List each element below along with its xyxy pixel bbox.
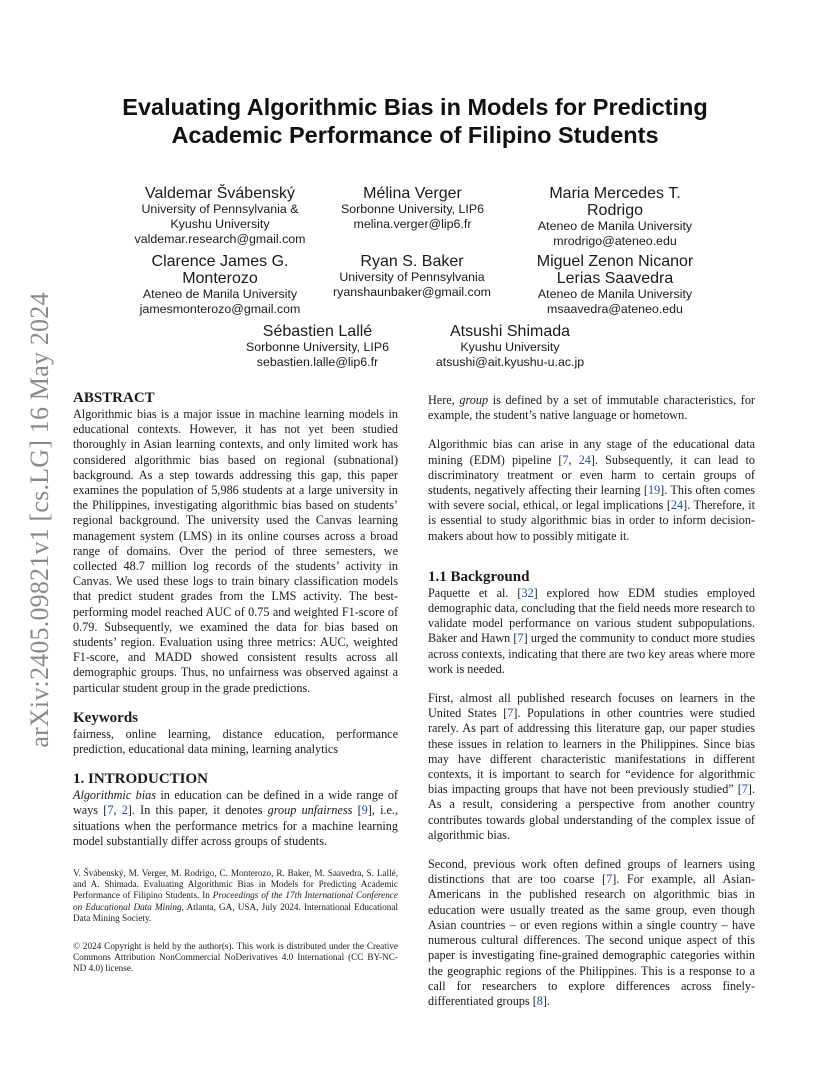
author-4 xyxy=(110,253,330,317)
citation-link[interactable]: 32 xyxy=(521,585,534,600)
author-email[interactable]: atsushi@ait.kyushu-u.ac.jp xyxy=(435,355,585,369)
pipeline-paragraph xyxy=(428,437,755,543)
author-email[interactable]: msaavedra@ateneo.edu xyxy=(547,302,683,316)
text-run: ], i.e., situations when the performance metrics for a machine learning model substantially differ across groups of students. xyxy=(73,803,399,848)
title-line-1: Evaluating Algorithmic Bias in Models for Predicting xyxy=(122,94,708,120)
author-8 xyxy=(410,323,610,370)
text-run: ] urged the community to conduct more studies across contexts, indicating that there are two key areas where more work is needed. xyxy=(428,631,755,676)
author-name: Monterozo xyxy=(182,270,258,287)
text-run: ]. Populations in other countries were studied rarely. As part of addressing this literature gap, our paper studies these issues in relation to learners in the Philippines. Since bias may have different characteristic manifestations in different contexts, it is important to search for “evidence for algorithmic bias impacting groups that have not been previously studied” [ xyxy=(428,706,755,797)
author-email[interactable]: ryanshaunbaker@gmail.com xyxy=(333,285,491,299)
author-name: Rodrigo xyxy=(586,202,644,219)
author-affiliation: University of Pennsylvania xyxy=(339,270,485,284)
author-name: Valdemar Švábenský xyxy=(145,185,295,202)
abstract-heading: ABSTRACT xyxy=(73,390,155,406)
text-run: Paquette et al. [ xyxy=(428,585,522,600)
author-affiliation: Ateneo de Manila University xyxy=(537,219,693,233)
text-run: ]. In this paper, it denotes xyxy=(127,803,268,818)
right-column xyxy=(428,393,755,1009)
author-6 xyxy=(505,253,725,317)
author-name: Atsushi Shimada xyxy=(449,323,571,340)
text-run: is defined by a set of immutable characteristics, for example, the student’s native language or hometown. xyxy=(428,393,755,423)
text-run: ]. As a result, considering a perspective from another country contributes towards global understanding of the complex issue of algorithmic bias. xyxy=(428,782,755,842)
paper-title xyxy=(90,93,740,149)
text-run: Here, xyxy=(428,393,460,407)
author-5 xyxy=(312,253,512,300)
text-run: ]. This often comes with severe social, ethical, or legal implications [ xyxy=(428,483,755,513)
citation-link[interactable]: 8 xyxy=(536,993,543,1008)
author-email[interactable]: mrodrigo@ateneo.edu xyxy=(553,234,677,248)
text-run: V. Švábenský, M. Verger, M. Rodrigo, C. Monterozo, R. Baker, M. Saavedra, S. Lallé, and A. Shimada. Evaluating Algorithmic Bias in Models for Predicting Academic Performance of Filipino Students. In xyxy=(73,868,398,901)
text-run: ]. For example, all Asian-Americans in the published research on algorithmic bias in education were usually treated as the same group, even though Asian countries – or even regions within a single country – have numerous cultural differences. The second unique aspect of this paper is investigating fine-grained demographic categories within the geographic regions of the Philippines. This is a response to a call for researchers to explore differences across finely-differentiated groups [ xyxy=(428,872,755,1008)
copyright-footnote: © 2024 Copyright is held by the author(s). This work is distributed under the Creative Commons Attribution NonCommercial NoDerivatives 4.0 International (CC BY-NC-ND 4.0) license. xyxy=(73,941,398,974)
author-name: Ryan S. Baker xyxy=(360,253,464,270)
text-run: Second, previous work often defined groups of learners using distinctions that are too coarse [ xyxy=(428,857,755,887)
author-7 xyxy=(225,323,410,370)
author-affiliation: University of Pennsylvania & xyxy=(141,202,299,216)
text-run: [ xyxy=(352,803,362,818)
citation-link[interactable]: 7 xyxy=(606,872,613,887)
abstract-text: Algorithmic bias is a major issue in machine learning models in educational contexts. However, it has not yet been studied thoroughly in Asian learning contexts, and only limited work has considered algorithmic bias based on regional (subnational) background. As a step towards addressing this gap, this paper examines the population of 5,986 students at a large university in the Philippines, investigating algorithmic bias based on students’ regional background. The university used the Canvas learning management system (LMS) in its online courses across a broad range of domains. Over the period of three semesters, we collected 48.7 million log records of the students’ activity in Canvas. We used these logs to train binary classification models that predict student grades from the LMS activity. The best-performing model reached AUC of 0.75 and weighted F1-score of 0.79. Subsequently, we examined the data for bias based on students’ region. Evaluation using three metrics: AUC, weighted F1-score, and MADD showed consistent results across all demographic groups. Thus, no unfairness was observed against a particular student group in the grade predictions. xyxy=(73,407,398,695)
author-name: Maria Mercedes T. xyxy=(549,185,681,202)
introduction-paragraph xyxy=(73,788,398,849)
author-email[interactable]: jamesmonterozo@gmail.com xyxy=(139,302,301,316)
text-run: , Atlanta, GA, USA, July 2024. International Educational Data Mining Society. xyxy=(73,901,398,923)
text-run: ]. xyxy=(542,993,550,1008)
citation-link[interactable]: 19 xyxy=(647,483,661,498)
left-column xyxy=(73,389,398,849)
author-affiliation: Ateneo de Manila University xyxy=(537,287,693,301)
citation-link[interactable]: 24 xyxy=(578,452,591,467)
arxiv-identifier: arXiv:2405.09821v1 [cs.LG] 16 May 2024 xyxy=(25,292,54,748)
text-run: ]. Subsequently, it can lead to discriminatory treatment or even harm to certain groups of students, negatively affecting their learning [ xyxy=(428,452,755,498)
author-name: Sébastien Lallé xyxy=(262,323,373,340)
second-area-paragraph xyxy=(428,857,755,1009)
author-2 xyxy=(320,185,505,232)
citation-link[interactable]: 7 xyxy=(562,452,569,467)
author-name: Clarence James G. xyxy=(151,253,289,270)
first-area-paragraph xyxy=(428,691,755,843)
author-email[interactable]: sebastien.lalle@lip6.fr xyxy=(256,355,379,369)
text-run: in education can be defined in a wide range of ways [ xyxy=(73,788,398,818)
author-affiliation: Sorbonne University, LIP6 xyxy=(340,202,485,216)
author-1 xyxy=(110,185,330,247)
citation-link[interactable]: 7 xyxy=(741,782,748,797)
text-run: , xyxy=(113,803,122,818)
author-name: Lerias Saavedra xyxy=(556,270,674,287)
introduction-heading: 1. INTRODUCTION xyxy=(73,771,209,788)
citation-link[interactable]: 7 xyxy=(517,631,524,646)
term-algorithmic-bias: Algorithmic bias xyxy=(73,788,156,803)
citation-link[interactable]: 2 xyxy=(121,803,128,818)
text-run: First, almost all published research focuses on learners in the United States [ xyxy=(428,691,755,721)
citation-link[interactable]: 7 xyxy=(507,706,514,721)
text-run: Algorithmic bias can arise in any stage of the educational data mining (EDM) pipeline [ xyxy=(428,437,755,467)
keywords-text: fairness, online learning, distance education, performance prediction, educational data mining, learning analytics xyxy=(73,726,398,757)
term-group-unfairness: group unfairness xyxy=(267,803,353,818)
background-paragraph xyxy=(428,586,755,677)
term-group: group xyxy=(459,393,489,407)
keywords-heading: Keywords xyxy=(73,709,138,726)
text-run: ]. Therefore, it is essential to study algorithmic bias in order to inform decision-makers about how to possibly mitigate it. xyxy=(428,498,755,543)
author-name: Miguel Zenon Nicanor xyxy=(536,253,694,270)
title-line-2: Academic Performance of Filipino Students xyxy=(171,122,659,148)
text-run: ] explored how EDM studies employed demographic data, concluding that the field needs more research to validate model performance on various student subpopulations. Baker and Hawn [ xyxy=(428,585,755,646)
author-email[interactable]: melina.verger@lip6.fr xyxy=(353,217,472,231)
author-affiliation: Ateneo de Manila University xyxy=(142,287,298,301)
proceedings-name: Proceedings of the 17th International Conference on Educational Data Mining xyxy=(73,890,398,912)
citation-footnote xyxy=(73,868,398,924)
author-email[interactable]: valdemar.research@gmail.com xyxy=(134,232,306,246)
text-run: , xyxy=(568,452,579,467)
author-affiliation: Sorbonne University, LIP6 xyxy=(245,340,390,354)
group-definition-paragraph xyxy=(428,393,755,423)
citation-link[interactable]: 7 xyxy=(107,803,114,818)
citation-link[interactable]: 9 xyxy=(361,803,368,818)
citation-link[interactable]: 24 xyxy=(670,498,684,513)
author-3 xyxy=(505,185,725,249)
author-affiliation: Kyushu University xyxy=(170,217,270,231)
author-name: Mélina Verger xyxy=(363,185,462,202)
author-affiliation: Kyushu University xyxy=(460,340,560,354)
background-heading: 1.1 Background xyxy=(428,568,530,585)
